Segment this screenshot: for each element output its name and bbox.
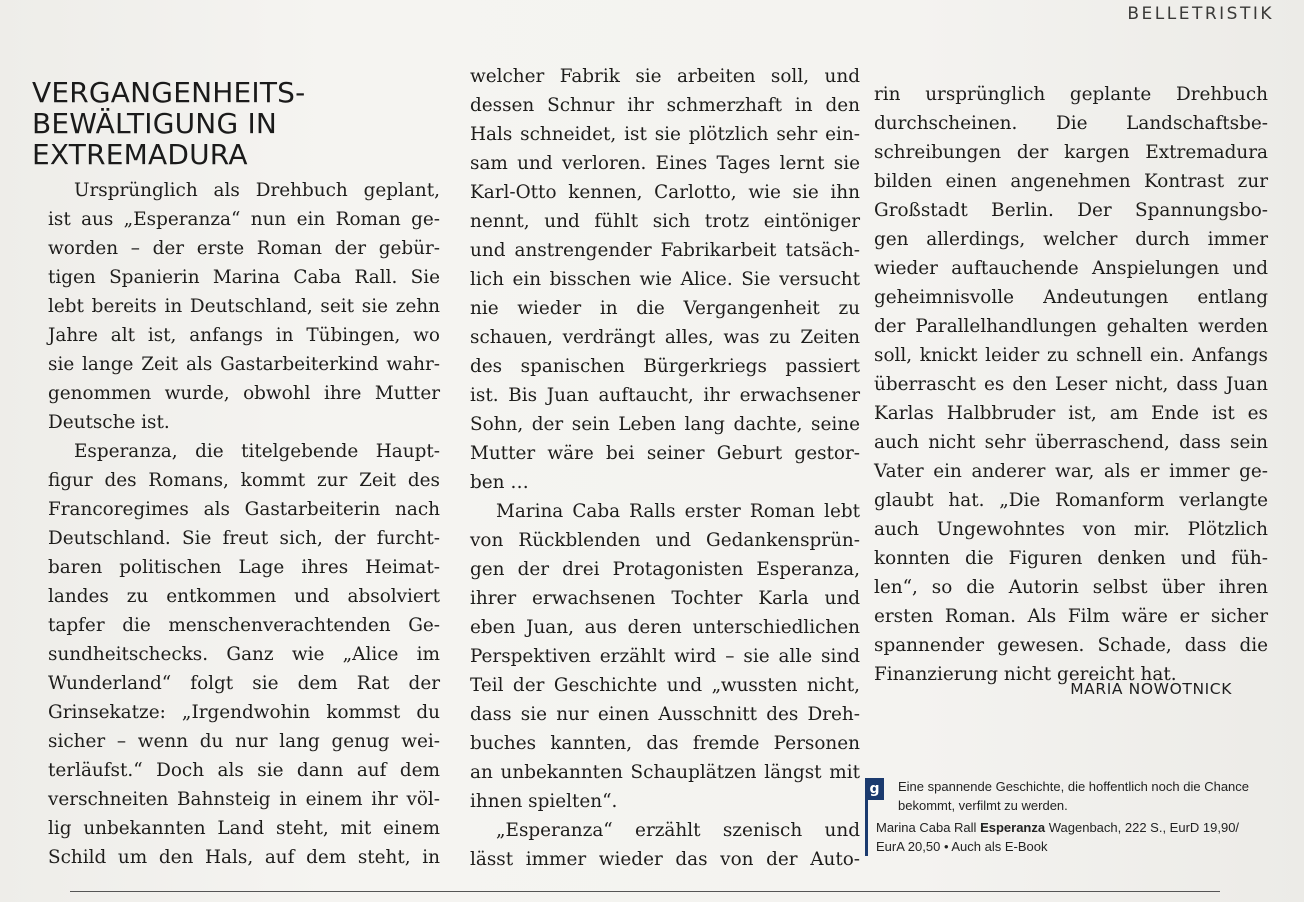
article-headline <box>32 77 452 170</box>
text-line: schauen, verdrängt alles, was zu Zeiten <box>470 327 860 348</box>
headline-line: BEWÄLTIGUNG IN <box>32 106 278 140</box>
book-title: Esperanza <box>980 820 1046 835</box>
book-price: EurA 20,50 • Auch als E-Book <box>876 838 1048 854</box>
text-line: Vater ein anderer war, als er immer ge- <box>874 461 1268 482</box>
text-line: ersten Roman. Als Film wäre er sicher <box>874 606 1268 627</box>
text-line: baren politischen Lage ihres Heimat- <box>48 557 440 578</box>
text-line: glaubt hat. „Die Romanform verlangte <box>874 490 1268 511</box>
book-infobox <box>865 778 1256 856</box>
text-line: welcher Fabrik sie arbeiten soll, und <box>470 66 860 87</box>
text-line: des spanischen Bürgerkriegs passiert <box>470 356 860 377</box>
text-line: Ursprünglich als Drehbuch geplant, <box>74 180 440 201</box>
text-line: „Esperanza“ erzählt szenisch und <box>496 820 860 841</box>
text-line: wieder auftauchende Anspielungen und <box>874 258 1268 279</box>
book-details <box>876 819 1256 856</box>
text-line: ist aus „Esperanza“ nun ein Roman ge- <box>48 209 440 230</box>
text-line: lich ein bisschen wie Alice. Sie versucht <box>470 269 860 290</box>
text-line: konnten die Figuren denken und füh- <box>874 548 1268 569</box>
text-line: gen der drei Protagonisten Esperanza, <box>470 559 860 580</box>
text-line: Deutschland. Sie freut sich, der furcht- <box>48 528 440 549</box>
text-line: gen allerdings, welcher durch immer <box>874 229 1268 250</box>
text-line: dass sie nur einen Ausschnitt des Dreh- <box>470 704 860 725</box>
text-line: verschneiten Bahnsteig in einem ihr völ- <box>48 789 440 810</box>
text-line: Wunderland“ folgt sie dem Rat der <box>48 673 440 694</box>
text-line: rin ursprünglich geplante Drehbuch <box>874 84 1268 105</box>
text-line: lässt immer wieder das von der Auto- <box>470 849 860 870</box>
text-line: geheimnisvolle Andeutungen entlang <box>874 287 1268 308</box>
text-line: an unbekannten Schauplätzen längst mit <box>470 762 860 783</box>
text-line: figur des Romans, kommt zur Zeit des <box>48 470 440 491</box>
article-column-2 <box>470 62 860 874</box>
text-line: Marina Caba Ralls erster Roman lebt <box>496 501 860 522</box>
text-line: sicher – wenn du nur lang genug wei- <box>48 731 440 752</box>
infobox-summary <box>876 778 1256 815</box>
text-line: schreibungen der kargen Extremadura <box>874 142 1268 163</box>
text-line: soll, knickt leider zu schnell ein. Anfangs <box>874 345 1268 366</box>
text-line: und anstrengender Fabrikarbeit tatsäch- <box>470 240 860 261</box>
text-line: Perspektiven erzählt wird – sie alle sind <box>470 646 860 667</box>
text-line: ben … <box>470 472 529 493</box>
text-line: Deutsche ist. <box>48 412 170 433</box>
headline-line: VERGANGENHEITS- <box>32 75 306 109</box>
text-line: von Rückblenden und Gedankensprün- <box>470 530 860 551</box>
text-line: Sohn, der sein Leben lang dachte, seine <box>470 414 860 435</box>
text-line: eben Juan, aus deren unterschiedlichen <box>470 617 860 638</box>
book-publisher: Wagenbach, 222 S., EurD 19,90/ <box>1048 820 1240 835</box>
text-line: genommen wurde, obwohl ihre Mutter <box>48 383 440 404</box>
headline-line: EXTREMADURA <box>32 137 248 171</box>
infobox-summary-line: bekommt, verfilmt zu werden. <box>898 797 1068 813</box>
author-byline: MARIA NOWOTNICK <box>1070 680 1232 698</box>
text-line: der Parallelhandlungen gehalten werden <box>874 316 1268 337</box>
infobox-summary-line: Eine spannende Geschichte, die hoffentlich noch die Chance <box>898 779 1250 794</box>
text-line: Grinsekatze: „Irgendwohin kommst du <box>48 702 440 723</box>
text-line: Karlas Halbbruder ist, am Ende ist es <box>874 403 1268 424</box>
text-line: lebt bereits in Deutschland, seit sie zehn <box>48 296 440 317</box>
text-line: worden – der erste Roman der gebür- <box>48 238 440 259</box>
text-line: Großstadt Berlin. Der Spannungsbo- <box>874 200 1268 221</box>
text-line: Mutter wäre bei seiner Geburt gestor- <box>470 443 860 464</box>
text-line: landes zu entkommen und absolviert <box>48 586 440 607</box>
text-line: ihrer erwachsenen Tochter Karla und <box>470 588 860 609</box>
text-line: Hals schneidet, ist sie plötzlich sehr ein- <box>470 124 860 145</box>
rating-g-icon: g <box>865 778 884 800</box>
text-line: Francoregimes als Gastarbeiterin nach <box>48 499 440 520</box>
text-line: sam und verloren. Eines Tages lernt sie <box>470 153 860 174</box>
bottom-divider <box>70 891 1220 892</box>
text-line: len“, so die Autorin selbst über ihren <box>874 577 1268 598</box>
text-line: Karl-Otto kennen, Carlotto, wie sie ihn <box>470 182 860 203</box>
text-line: ist. Bis Juan auftaucht, ihr erwachsener <box>470 385 860 406</box>
text-line: Esperanza, die titelgebende Haupt- <box>74 441 440 462</box>
section-label: BELLETRISTIK <box>1127 4 1274 24</box>
text-line: nennt, und fühlt sich trotz eintöniger <box>470 211 860 232</box>
article-column-3 <box>874 80 1268 689</box>
text-line: lig unbekannten Land steht, mit einem <box>48 818 440 839</box>
text-line: Jahre alt ist, anfangs in Tübingen, wo <box>48 325 440 346</box>
text-line: Finanzierung nicht gereicht hat. <box>874 664 1177 685</box>
text-line: Teil der Geschichte und „wussten nicht, <box>470 675 860 696</box>
text-line: sie lange Zeit als Gastarbeiterkind wahr- <box>48 354 440 375</box>
text-line: auch Ungewohntes von mir. Plötzlich <box>874 519 1268 540</box>
text-line: sundheitschecks. Ganz wie „Alice im <box>48 644 440 665</box>
text-line: tapfer die menschenverachtenden Ge- <box>48 615 440 636</box>
text-line: terläufst.“ Doch als sie dann auf dem <box>48 760 440 781</box>
article-column-1 <box>48 176 440 872</box>
text-line: tigen Spanierin Marina Caba Rall. Sie <box>48 267 440 288</box>
text-line: bilden einen angenehmen Kontrast zur <box>874 171 1268 192</box>
text-line: überrascht es den Leser nicht, dass Juan <box>874 374 1268 395</box>
text-line: ihnen spielten“. <box>470 791 618 812</box>
text-line: durchscheinen. Die Landschaftsbe- <box>874 113 1268 134</box>
text-line: spannender gewesen. Schade, dass die <box>874 635 1268 656</box>
book-author: Marina Caba Rall <box>876 820 977 835</box>
text-line: buches kannten, das fremde Personen <box>470 733 860 754</box>
text-line: Schild um den Hals, auf dem steht, in <box>48 847 440 868</box>
text-line: auch nicht sehr überraschend, dass sein <box>874 432 1268 453</box>
text-line: dessen Schnur ihr schmerzhaft in den <box>470 95 860 116</box>
text-line: nie wieder in die Vergangenheit zu <box>470 298 860 319</box>
